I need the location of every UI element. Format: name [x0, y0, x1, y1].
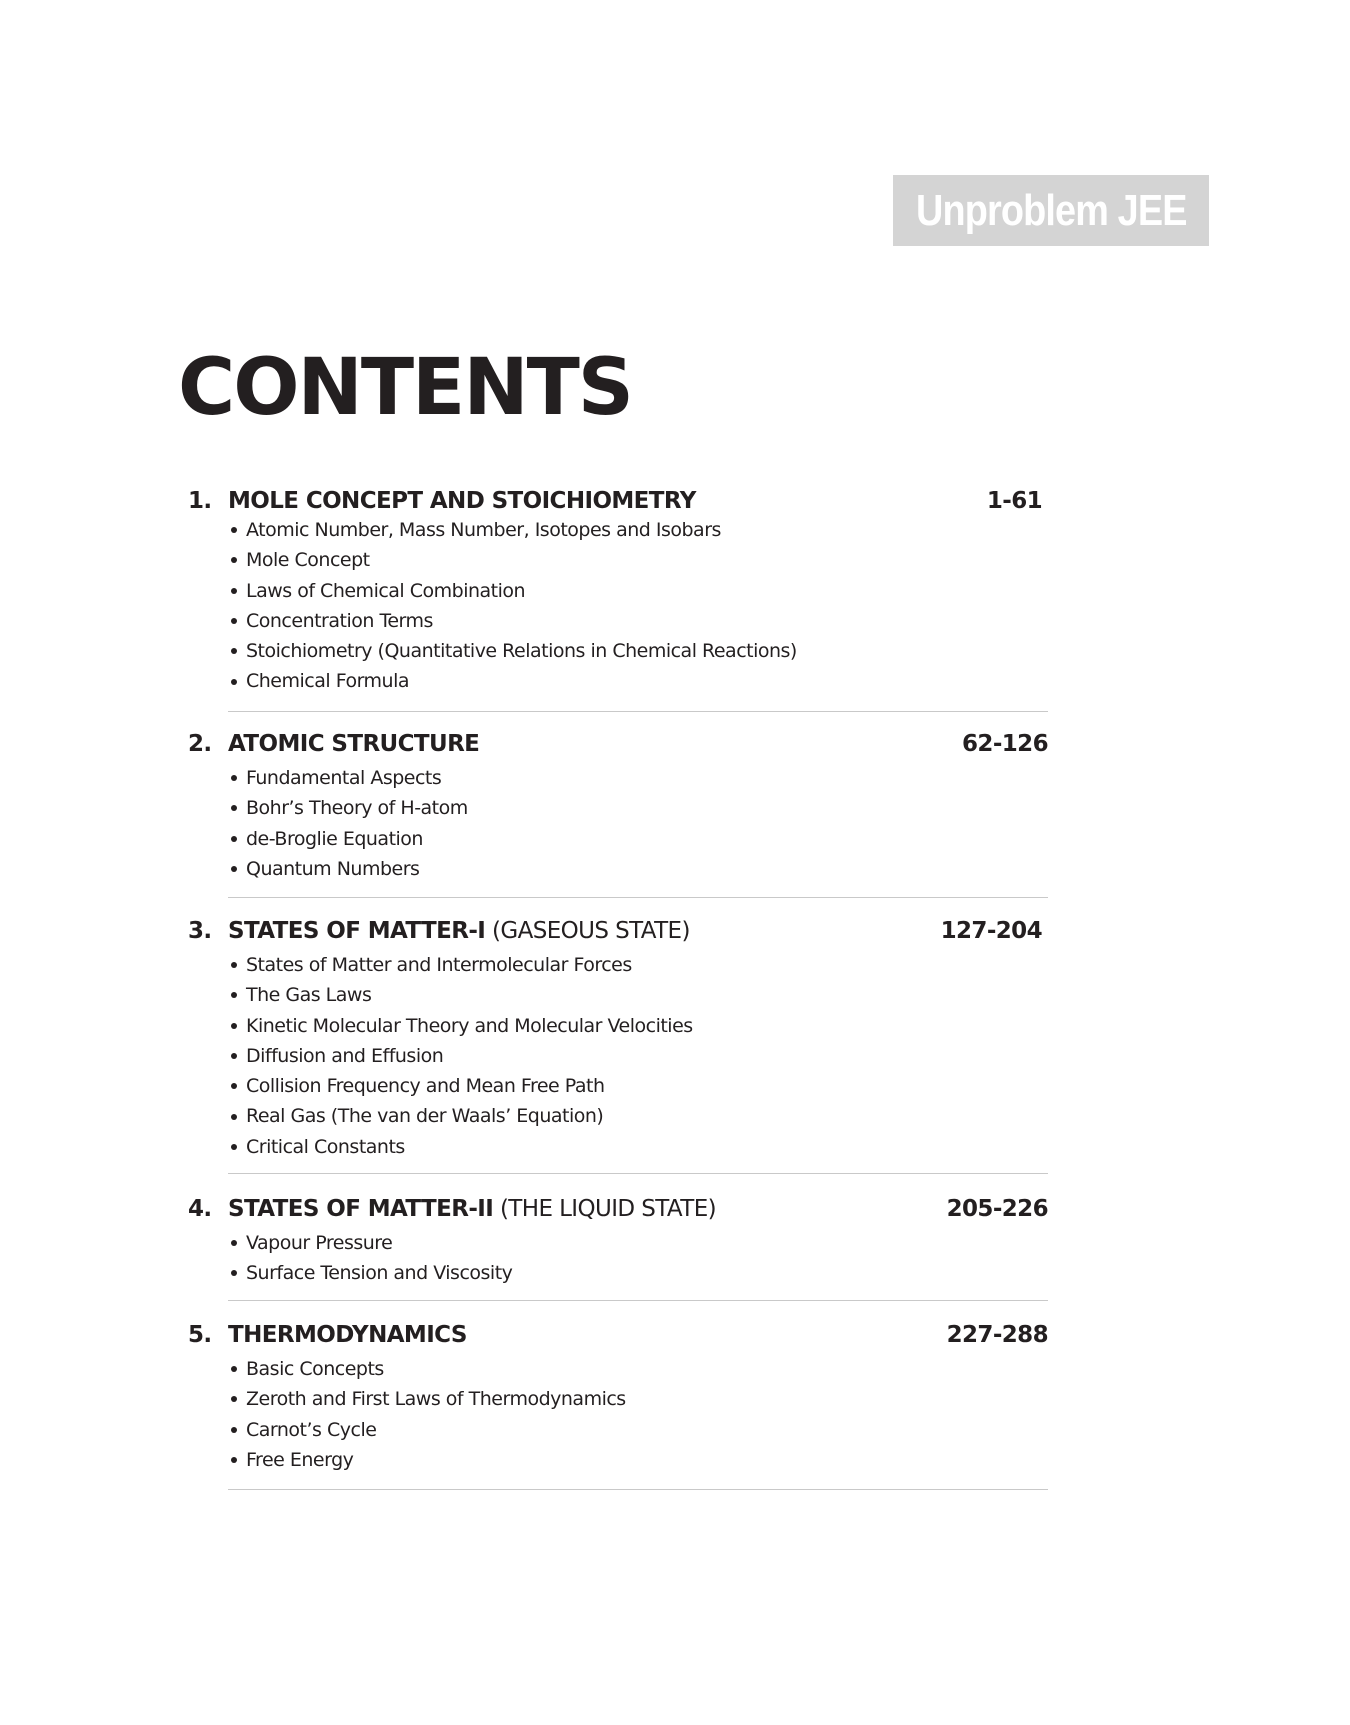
bullet-icon	[231, 1427, 237, 1433]
topic-item	[228, 515, 797, 545]
bullet-icon	[231, 992, 237, 998]
chapter-title	[228, 1320, 467, 1350]
topic-label: Concentration Terms	[246, 609, 433, 632]
topic-item	[228, 980, 693, 1010]
bullet-icon	[231, 1053, 237, 1059]
chapter-title-subtitle: (THE LIQUID STATE)	[499, 1196, 717, 1222]
bullet-icon	[231, 1457, 237, 1463]
chapter-title	[228, 1194, 716, 1224]
topic-list	[228, 763, 468, 884]
topic-label: Kinetic Molecular Theory and Molecular Velocities	[246, 1014, 693, 1037]
chapter-title-main: STATES OF MATTER-I	[228, 918, 486, 944]
section-divider	[228, 897, 1048, 898]
topic-label: de-Broglie Equation	[246, 827, 423, 850]
topic-label: Free Energy	[246, 1448, 354, 1471]
bullet-icon	[231, 1240, 237, 1246]
topic-item	[228, 793, 468, 823]
chapter-1	[188, 486, 1048, 693]
bullet-icon	[231, 527, 237, 533]
bullet-icon	[231, 805, 237, 811]
chapter-header	[188, 1194, 1048, 1224]
chapter-2	[188, 729, 1048, 880]
chapter-title-main: ATOMIC STRUCTURE	[228, 731, 480, 757]
bullet-icon	[231, 775, 237, 781]
bullet-icon	[231, 1270, 237, 1276]
section-divider	[228, 1489, 1048, 1490]
bullet-icon	[231, 962, 237, 968]
topic-label: Basic Concepts	[246, 1358, 384, 1380]
chapter-title-main: STATES OF MATTER-II	[228, 1196, 494, 1222]
bullet-icon	[231, 557, 237, 563]
chapter-number: 1.	[188, 488, 212, 514]
chapter-title-main: THERMODYNAMICS	[228, 1322, 467, 1348]
chapter-header	[188, 916, 1048, 946]
chapter-number: 5.	[188, 1322, 212, 1348]
topic-item	[228, 824, 468, 854]
bullet-icon	[231, 1366, 237, 1372]
topic-item	[228, 763, 468, 793]
bullet-icon	[231, 679, 237, 685]
chapter-page-range: 62-126	[962, 731, 1048, 757]
topic-label: The Gas Laws	[246, 984, 372, 1007]
chapter-title-main: MOLE CONCEPT AND STOICHIOMETRY	[228, 488, 696, 514]
bullet-icon	[231, 1144, 237, 1150]
chapter-page-range: 227-288	[946, 1322, 1048, 1348]
topic-label: Diffusion and Effusion	[246, 1044, 444, 1067]
bullet-icon	[231, 648, 237, 654]
bullet-icon	[231, 836, 237, 842]
chapter-page-range: 127-204	[940, 918, 1042, 944]
topic-item	[228, 1228, 512, 1258]
topic-item	[228, 950, 693, 980]
chapter-page-range: 205-226	[946, 1196, 1048, 1222]
chapter-header	[188, 1320, 1048, 1350]
topic-item	[228, 576, 797, 606]
topic-item	[228, 1415, 626, 1445]
chapter-number: 2.	[188, 731, 212, 757]
chapter-title	[228, 486, 696, 516]
chapter-title	[228, 916, 690, 946]
topic-label: Vapour Pressure	[246, 1232, 393, 1254]
chapter-title-subtitle: (GASEOUS STATE)	[491, 918, 690, 944]
topic-item	[228, 1041, 693, 1071]
topic-label: Chemical Formula	[246, 670, 410, 693]
brand-badge	[893, 175, 1209, 246]
topic-label: Collision Frequency and Mean Free Path	[246, 1075, 605, 1098]
topic-label: Stoichiometry (Quantitative Relations in Chemical Reactions)	[246, 640, 797, 663]
topic-item	[228, 1071, 693, 1101]
bullet-icon	[231, 1396, 237, 1402]
chapter-5	[188, 1320, 1048, 1471]
bullet-icon	[231, 618, 237, 624]
topic-item	[228, 1132, 693, 1162]
topic-label: Atomic Number, Mass Number, Isotopes and Isobars	[246, 519, 721, 541]
bullet-icon	[231, 1114, 237, 1120]
bullet-icon	[231, 1083, 237, 1089]
topic-item	[228, 1354, 626, 1384]
chapter-number: 3.	[188, 918, 212, 944]
chapter-4	[188, 1194, 1048, 1285]
page-title: CONTENTS	[178, 343, 632, 433]
topic-label: Laws of Chemical Combination	[246, 579, 526, 602]
chapter-title	[228, 729, 479, 759]
topic-list	[228, 1228, 512, 1289]
chapter-3	[188, 916, 1048, 1158]
chapter-number: 4.	[188, 1196, 212, 1222]
topic-item	[228, 1384, 626, 1414]
bullet-icon	[231, 588, 237, 594]
topic-item	[228, 666, 797, 696]
topic-list	[228, 1354, 626, 1475]
topic-item	[228, 1101, 693, 1131]
topic-item	[228, 606, 797, 636]
brand-label: Unproblem JEE	[915, 185, 1187, 235]
topic-label: Mole Concept	[246, 549, 370, 572]
topic-label: Bohr’s Theory of H-atom	[246, 797, 468, 820]
section-divider	[228, 1300, 1048, 1301]
chapter-page-range: 1-61	[986, 488, 1042, 514]
topic-label: States of Matter and Intermolecular Forces	[246, 954, 632, 976]
topic-item	[228, 854, 468, 884]
topic-item	[228, 1011, 693, 1041]
topic-item	[228, 1258, 512, 1288]
bullet-icon	[231, 1023, 237, 1029]
topic-label: Fundamental Aspects	[246, 767, 442, 789]
section-divider	[228, 1173, 1048, 1174]
chapter-header	[188, 729, 1048, 759]
topic-list	[228, 950, 693, 1162]
topic-list	[228, 515, 797, 697]
chapter-header	[188, 486, 1048, 516]
topic-item	[228, 1445, 626, 1475]
topic-label: Real Gas (The van der Waals’ Equation)	[246, 1105, 604, 1128]
topic-label: Carnot’s Cycle	[246, 1418, 377, 1441]
topic-label: Critical Constants	[246, 1135, 405, 1158]
topic-item	[228, 636, 797, 666]
topic-label: Zeroth and First Laws of Thermodynamics	[246, 1388, 626, 1411]
topic-item	[228, 545, 797, 575]
bullet-icon	[231, 866, 237, 872]
section-divider	[228, 711, 1048, 712]
topic-label: Surface Tension and Viscosity	[246, 1262, 513, 1285]
topic-label: Quantum Numbers	[246, 857, 420, 880]
